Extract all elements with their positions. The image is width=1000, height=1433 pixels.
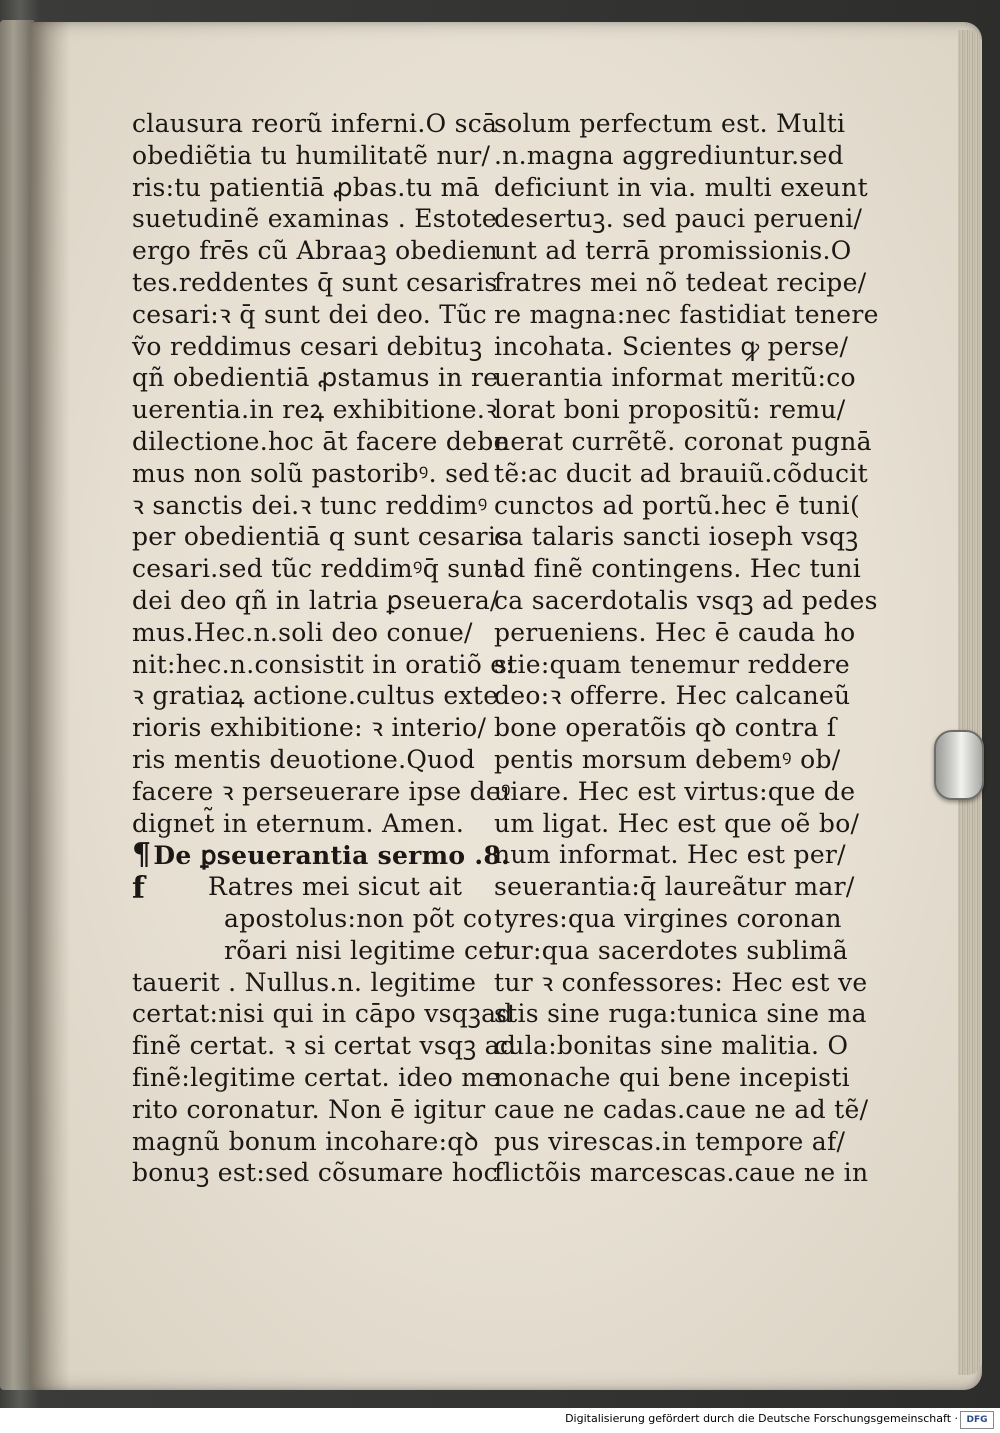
text-line: clausura reorũ inferni.O scā xyxy=(132,109,498,138)
gutter-shadow xyxy=(30,22,70,1390)
text-line: bonuꝫ est:sed cõsumare hoc xyxy=(132,1158,498,1188)
text-line: ṽo reddimus cesari debituꝫ xyxy=(132,331,483,361)
text-line: ꝛ sanctis dei.ꝛ tunc reddimꝰ xyxy=(132,490,488,520)
text-line: lorat boni propositũ: remu/ xyxy=(494,395,846,425)
text-line: desertuꝫ. sed pauci perueni/ xyxy=(494,204,863,234)
text-line: dei deo qñ in latria ꝑseuera/ xyxy=(132,585,499,615)
text-line: facere ꝛ perseuerare ipse deꝰ xyxy=(132,776,511,806)
text-line: ca talaris sancti ioseph vsqꝫ xyxy=(494,522,859,552)
text-line: num informat. Hec est per/ xyxy=(494,840,846,870)
text-line: mus.Hec.n.soli deo conue/ xyxy=(132,617,473,647)
text-line: tẽ:ac ducit ad brauiũ.cõducit xyxy=(494,458,868,488)
text-line: unt ad terrā promissionis.O xyxy=(494,236,852,266)
text-line: tur:qua sacerdotes sublimã xyxy=(494,935,848,965)
left-text-column xyxy=(132,108,517,1189)
text-line: apostolus:non põt co xyxy=(224,903,493,933)
text-line: bone operatõis qꝺ contra ſ xyxy=(494,713,837,743)
clasp-clip xyxy=(934,730,984,800)
funding-credit: Digitalisierung gefördert durch die Deutsche Forschungsgemeinschaft · xyxy=(565,1412,958,1425)
text-line: ca sacerdotalis vsqꝫ ad pedes xyxy=(494,585,878,615)
text-line: finẽ certat. ꝛ si certat vsqꝫ ad xyxy=(132,1031,517,1061)
text-line: stie:quam tenemur reddere xyxy=(494,649,850,679)
text-line: fratres mei nõ tedeat recipe/ xyxy=(494,267,867,297)
text-line: perueniens. Hec ē cauda ho xyxy=(494,617,856,647)
facing-page-edge xyxy=(0,20,34,1390)
text-line: qñ obedientiā ꝓstamus in re xyxy=(132,363,499,393)
text-line: cunctos ad portũ.hec ē tuni( xyxy=(494,490,861,520)
text-line: flictõis marcescas.caue ne in xyxy=(494,1158,869,1188)
text-line: caue ne cadas.caue ne ad tẽ/ xyxy=(494,1094,869,1124)
text-line: deo:ꝛ offerre. Hec calcaneũ xyxy=(494,681,851,711)
text-line: cula:bonitas sine malitia. O xyxy=(494,1031,849,1061)
text-line: per obedientiā q sunt cesaris xyxy=(132,522,510,552)
text-line: certat:nisi qui in cāpo vsqꝫad xyxy=(132,999,513,1029)
dfg-logo-icon[interactable]: DFG xyxy=(960,1411,994,1429)
text-line: finẽ:legitime certat. ideo me xyxy=(132,1062,501,1092)
text-line: tyres:qua virgines coronan xyxy=(494,903,842,933)
text-line: incohata. Scientes ꝙ perse/ xyxy=(494,331,849,361)
text-line: tauerit . Nullus.n. legitime xyxy=(132,967,477,997)
text-line: magnũ bonum incohare:qꝺ xyxy=(132,1126,479,1156)
text-line: rito coronatur. Non ē igitur xyxy=(132,1094,486,1124)
sermon-heading-text: De ꝑseuerantia sermo .8. xyxy=(153,841,511,871)
text-line: nerat currẽtẽ. coronat pugnā xyxy=(494,426,872,456)
text-line: rioris exhibitione: ꝛ interio/ xyxy=(132,713,487,743)
text-line: uerentia.in reꝝ exhibitione.ꝛ xyxy=(132,395,498,425)
page-fore-edges xyxy=(958,30,982,1375)
text-line: ris:tu patientiā ꝓbas.tu mā xyxy=(132,172,480,202)
text-line: cesari.sed tũc reddimꝰq̄ sunt xyxy=(132,554,504,584)
text-line: obediẽtia tu humilitatẽ nur/ xyxy=(132,140,491,170)
sermon-heading xyxy=(132,837,511,873)
text-line: pentis morsum debemꝰ ob/ xyxy=(494,744,841,774)
text-line: solum perfectum est. Multi xyxy=(494,109,846,138)
text-line: tur ꝛ confessores: Hec est ve xyxy=(494,967,868,997)
text-line: re magna:nec fastidiat tenere xyxy=(494,299,879,329)
text-line: mus non solũ pastoribꝰ. sed xyxy=(132,458,490,488)
text-line: Ratres mei sicut ait xyxy=(208,872,463,902)
text-line: ergo frēs cũ Abraaꝫ obedien xyxy=(132,236,498,266)
text-line: cesari:ꝛ q̄ sunt dei deo. Tũc xyxy=(132,299,487,329)
text-line: tes.reddentes q̄ sunt cesaris xyxy=(132,267,498,297)
text-line: .n.magna aggrediuntur.sed xyxy=(494,140,844,170)
text-line: dilectione.hoc āt facere debe xyxy=(132,426,509,456)
text-line: um ligat. Hec est que oẽ bo/ xyxy=(494,808,860,838)
text-line: stis sine ruga:tunica sine ma xyxy=(494,999,867,1029)
text-line: uiare. Hec est virtus:que de xyxy=(494,776,856,806)
text-line: dignet̃ in eternum. Amen. xyxy=(132,808,465,838)
text-line: monache qui bene incepisti xyxy=(494,1062,850,1092)
text-line: ad finẽ contingens. Hec tuni xyxy=(494,554,862,584)
footer-bar xyxy=(0,1408,1000,1433)
text-line: nit:hec.n.consistit in oratiõ e: xyxy=(132,649,515,679)
initial-guide-letter: f xyxy=(132,871,145,906)
text-line: uerantia informat meritũ:co xyxy=(494,363,856,393)
pilcrow-icon: ¶ xyxy=(132,837,152,873)
text-line: ris mentis deuotione.Quod xyxy=(132,744,476,774)
text-line: rõari nisi legitime cer xyxy=(224,935,506,965)
text-line: ꝛ gratiaꝝ actione.cultus exte xyxy=(132,681,499,711)
right-text-column xyxy=(494,108,879,1189)
text-line: seuerantia:q̄ laureãtur mar/ xyxy=(494,872,855,902)
text-line: suetudinẽ examinas . Estote xyxy=(132,204,498,234)
text-line: pus virescas.in tempore af/ xyxy=(494,1126,846,1156)
text-line: deficiunt in via. multi exeunt xyxy=(494,172,868,202)
